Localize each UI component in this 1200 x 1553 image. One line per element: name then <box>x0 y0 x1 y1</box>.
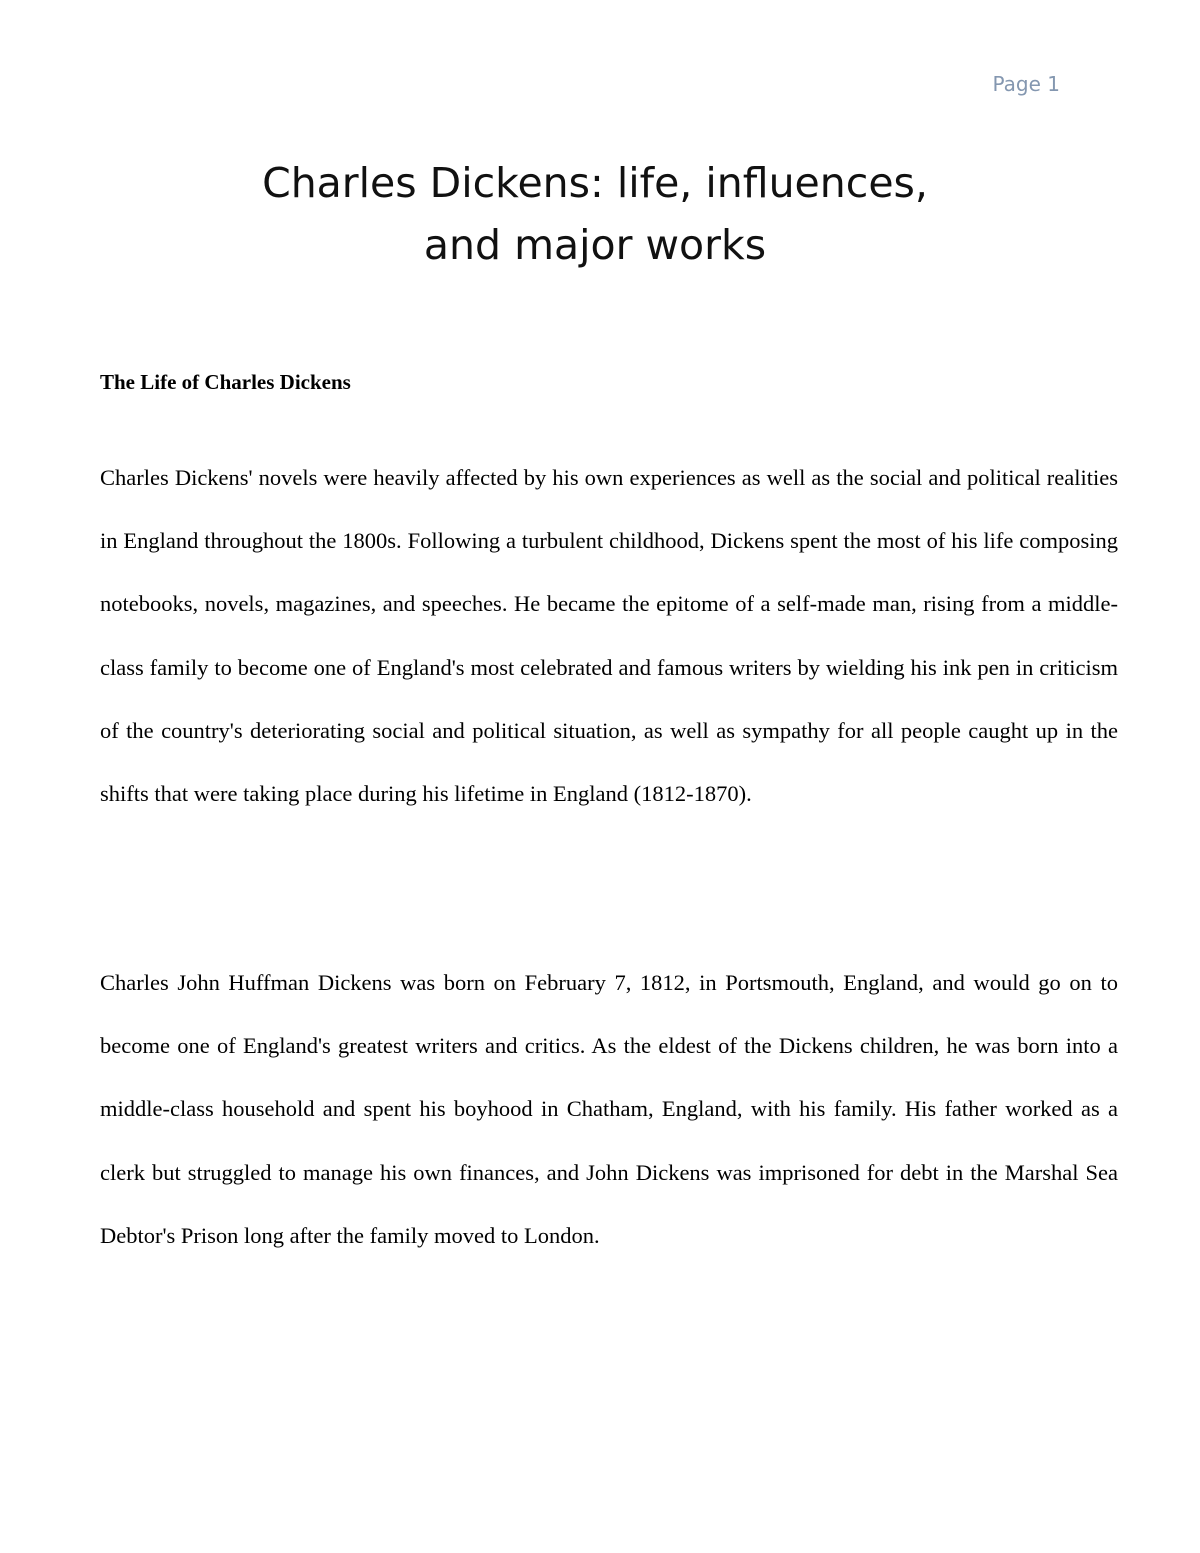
title-line-2: and major works <box>423 221 767 269</box>
section-heading: The Life of Charles Dickens <box>100 370 351 394</box>
body-paragraph-2: Charles John Huffman Dickens was born on February 7, 1812, in Portsmouth, England, and would go on to become one of England's greatest writers and critics. As the eldest of the Dickens children, he was born into a middle-class household and spent his boyhood in Chatham, England, with his family. His father worked as a clerk but struggled to manage his own finances, and John Dickens was imprisoned for debt in the Marshal Sea Debtor's Prison long after the family moved to London. <box>100 970 1118 1248</box>
title-line-1: Charles Dickens: life, influences, <box>262 159 928 207</box>
document-title <box>100 152 1090 276</box>
body-paragraph-1: Charles Dickens' novels were heavily affected by his own experiences as well as the social and political realities in England throughout the 1800s. Following a turbulent childhood, Dickens spent the most of his life composing notebooks, novels, magazines, and speeches. He became the epitome of a self-made man, rising from a middle-class family to become one of England's most celebrated and famous writers by wielding his ink pen in criticism of the country's deteriorating social and political situation, as well as sympathy for all people caught up in the shifts that were taking place during his lifetime in England (1812-1870). <box>100 465 1118 807</box>
page-number: Page 1 <box>992 72 1060 96</box>
